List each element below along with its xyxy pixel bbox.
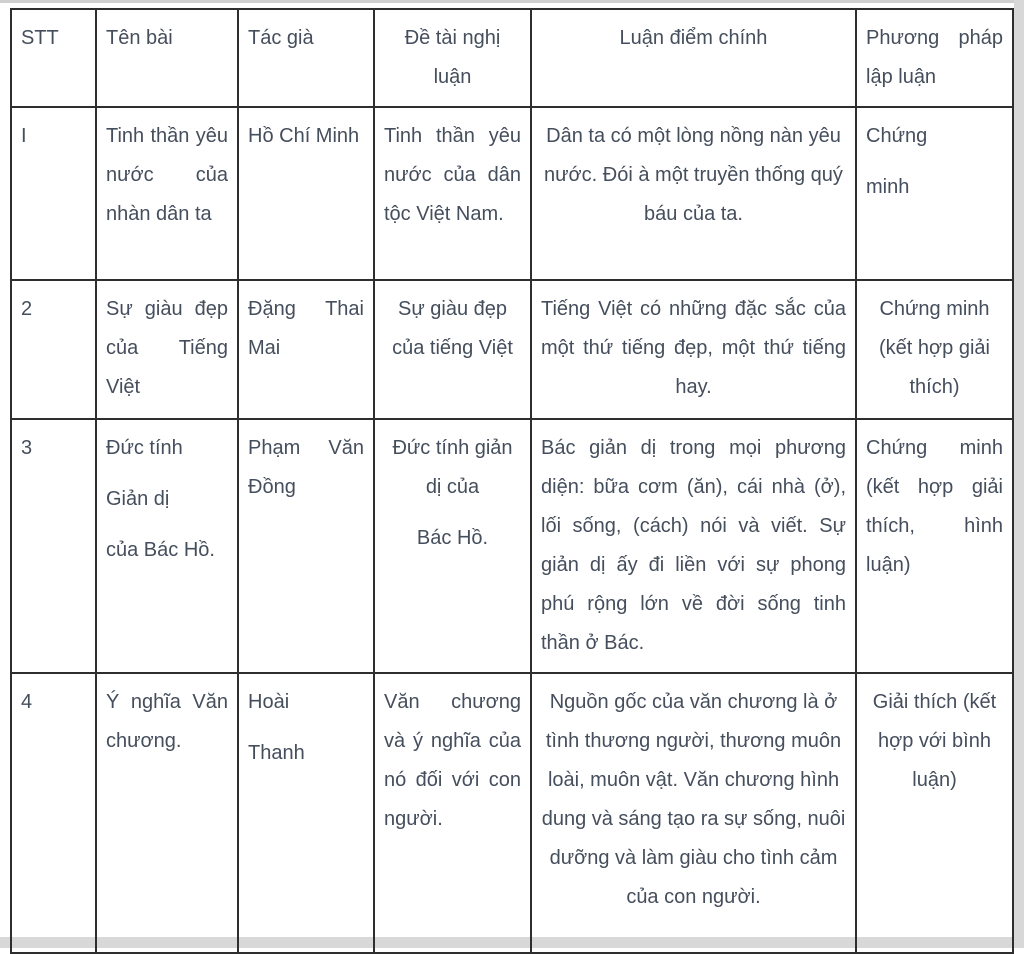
cell-text: Đức tính giản dị của (392, 437, 513, 498)
cell-text: Chứng (866, 125, 928, 147)
cell-luan-diem (531, 419, 856, 673)
cell-text: Đức tính (106, 437, 183, 459)
cell-text: Dân ta có một lòng nồng nàn yêu nước. Đói à một truyền thống quý báu của ta. (544, 125, 843, 225)
header-cell-luan-diem-chinh (531, 9, 856, 107)
cell-ten-bai (96, 280, 238, 419)
cell-text: Thanh (248, 742, 305, 764)
header-label: Tác già (248, 27, 314, 49)
cell-text: Chứng minh (kết hợp giải thích) (879, 298, 990, 398)
cell-ten-bai (96, 419, 238, 673)
header-label: Tên bài (106, 27, 173, 49)
header-cell-de-tai-nghi-luan (374, 9, 531, 107)
page-edge-right (1014, 0, 1024, 948)
cell-text: 3 (21, 437, 33, 459)
cell-text: Hồ Chí Minh (248, 125, 360, 147)
table-row (11, 419, 1013, 673)
cell-text: Bác giản dị trong mọi phương diện: bữa cơm (ăn), cái nhà (ở), lối sống, (cách) nói và viết. Sự giản dị ấy đi liền với sự phong phú rộng lớn về đời sống tinh thần ở Bác. (541, 437, 846, 654)
page-edge-top (0, 0, 1024, 3)
cell-text: Ý nghĩa Văn chương. (106, 691, 228, 752)
header-cell-phuong-phap-lap-luan (856, 9, 1013, 107)
cell-text: Sự giàu đẹp của Tiếng Việt (106, 298, 228, 398)
header-cell-stt (11, 9, 96, 107)
cell-de-tai (374, 673, 531, 953)
cell-de-tai (374, 280, 531, 419)
cell-text: Văn chương và ý nghĩa của nó đối với con người. (384, 691, 521, 830)
cell-text: Chứng minh (kết hợp giải thích, hình luận) (866, 437, 1003, 576)
cell-stt (11, 419, 96, 673)
header-cell-tac-gia (238, 9, 374, 107)
cell-text: 2 (21, 298, 33, 320)
cell-de-tai (374, 419, 531, 673)
cell-text: Tiếng Việt có những đặc sắc của một thứ tiếng đẹp, một thứ tiếng hay. (541, 298, 846, 398)
cell-text: Tinh thần yêu nước của nhàn dân ta (106, 125, 228, 225)
cell-text: Nguồn gốc của văn chương là ở tình thương người, thương muôn loài, muôn vật. Văn chương hình dung và sáng tạo ra sự sống, nuôi dưỡng và làm giàu cho tình cảm của con người. (541, 691, 846, 908)
literature-summary-table (10, 8, 1014, 954)
table-row (11, 673, 1013, 953)
cell-tac-gia (238, 419, 374, 673)
cell-stt (11, 673, 96, 953)
header-row (11, 9, 1013, 107)
cell-tac-gia (238, 673, 374, 953)
cell-text: Sự giàu đẹp của tiếng Việt (392, 298, 513, 359)
cell-text: Hoài (248, 691, 290, 713)
header-label: Đề tài nghị luận (404, 27, 501, 88)
cell-text: Giải thích (kết hợp với bình luận) (872, 691, 997, 791)
cell-de-tai (374, 107, 531, 280)
cell-text: Phạm Văn Đồng (248, 437, 364, 498)
cell-text: Bác Hồ. (416, 527, 489, 549)
cell-phuong-phap (856, 107, 1013, 280)
cell-ten-bai (96, 673, 238, 953)
header-cell-ten-bai (96, 9, 238, 107)
cell-text: Giản dị (106, 488, 170, 510)
cell-text: Tinh thần yêu nước của dân tộc Việt Nam. (384, 125, 521, 225)
cell-text: 4 (21, 691, 33, 713)
header-label: Luận điểm chính (619, 27, 768, 49)
cell-tac-gia (238, 107, 374, 280)
cell-text: của Bác Hồ. (106, 539, 215, 561)
header-label: Phương pháp lập luận (866, 27, 1003, 88)
cell-tac-gia (238, 280, 374, 419)
cell-phuong-phap (856, 419, 1013, 673)
table-row (11, 280, 1013, 419)
cell-stt (11, 280, 96, 419)
cell-luan-diem (531, 280, 856, 419)
cell-luan-diem (531, 673, 856, 953)
table-row (11, 107, 1013, 280)
header-label: STT (21, 27, 59, 49)
cell-phuong-phap (856, 673, 1013, 953)
cell-phuong-phap (856, 280, 1013, 419)
cell-stt (11, 107, 96, 280)
cell-text: minh (866, 176, 910, 198)
cell-text: I (21, 125, 27, 147)
cell-luan-diem (531, 107, 856, 280)
cell-ten-bai (96, 107, 238, 280)
cell-text: Đặng Thai Mai (248, 298, 364, 359)
